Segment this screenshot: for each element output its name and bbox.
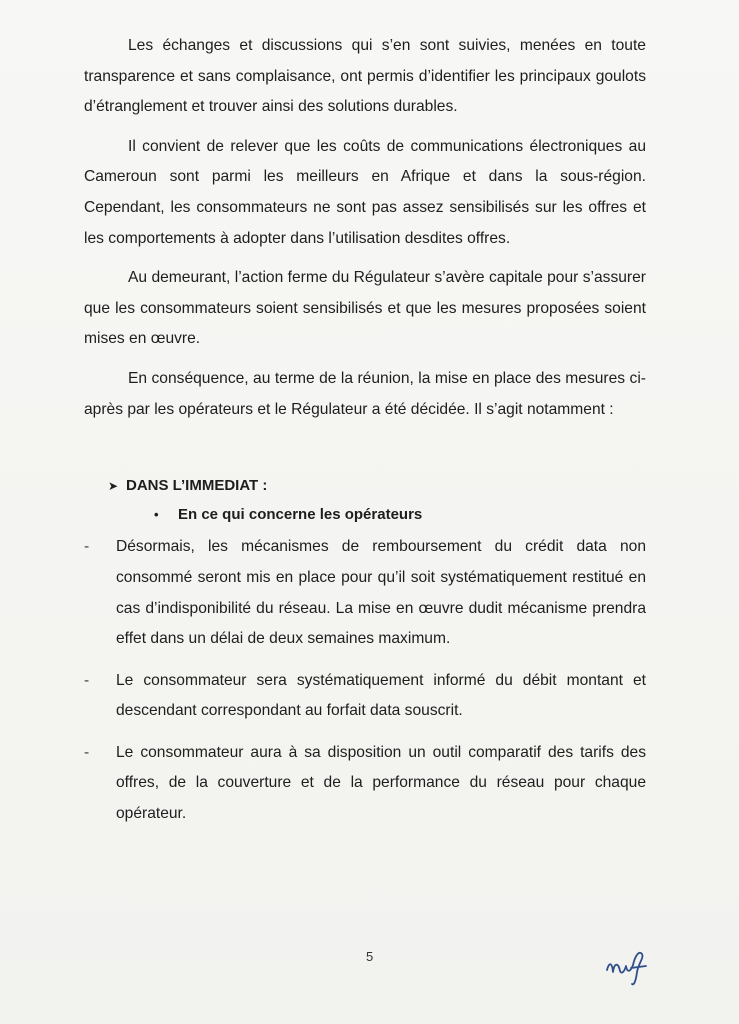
paragraph: Les échanges et discussions qui s’en sont suivies, menées en toute transparence et sans complaisance, ont permis d’identifier les principaux goulots d’étranglement et trouver ainsi des solutions durables.	[84, 37, 646, 116]
page-number: 5	[366, 949, 374, 964]
paragraph: Au demeurant, l’action ferme du Régulateur s’avère capitale pour s’assurer que les consommateurs soient sensibilisés et que les mesures proposées soient mises en œuvre.	[84, 269, 646, 348]
handwritten-initials	[604, 948, 654, 988]
dash-bullet: -	[84, 538, 90, 556]
list-item-text: Le consommateur sera systématiquement informé du débit montant et descendant correspondant au forfait data souscrit.	[116, 671, 646, 720]
bullet-icon: •	[154, 506, 159, 522]
list-item	[84, 666, 646, 727]
subheading	[154, 500, 646, 531]
section-heading-text: DANS L’IMMEDIAT :	[126, 477, 268, 495]
subheading-text: En ce qui concerne les opérateurs	[178, 505, 423, 523]
list-item-text: Le consommateur aura à sa disposition un outil comparatif des tarifs des offres, de la couverture et de la performance du réseau pour chaque opérateur.	[116, 743, 646, 823]
paragraph: Il convient de relever que les coûts de communications électroniques au Cameroun sont parmi les meilleurs en Afrique et dans la sous-région. Cependant, les consommateurs ne sont pas assez sensibilisés sur les offres et les comportements à adopter dans l’utilisation desdites offres.	[84, 137, 646, 247]
body-text	[84, 31, 646, 841]
list-item-text: Désormais, les mécanismes de remboursement du crédit data non consommé seront mis en place pour qu’il soit systématiquement restitué en cas d’indisponibilité du réseau. La mise en œuvre dudit mécanisme prendra effet dans un délai de deux semaines maximum.	[116, 538, 646, 648]
list-item	[84, 532, 646, 654]
dash-bullet: -	[84, 671, 90, 689]
arrow-bullet-icon: ➤	[108, 479, 119, 494]
dash-bullet: -	[84, 743, 90, 761]
section-heading	[108, 471, 646, 502]
list-item	[84, 738, 646, 830]
paragraph: En conséquence, au terme de la réunion, la mise en place des mesures ci-après par les opérateurs et le Régulateur a été décidée. Il s’agit notamment :	[84, 369, 646, 418]
